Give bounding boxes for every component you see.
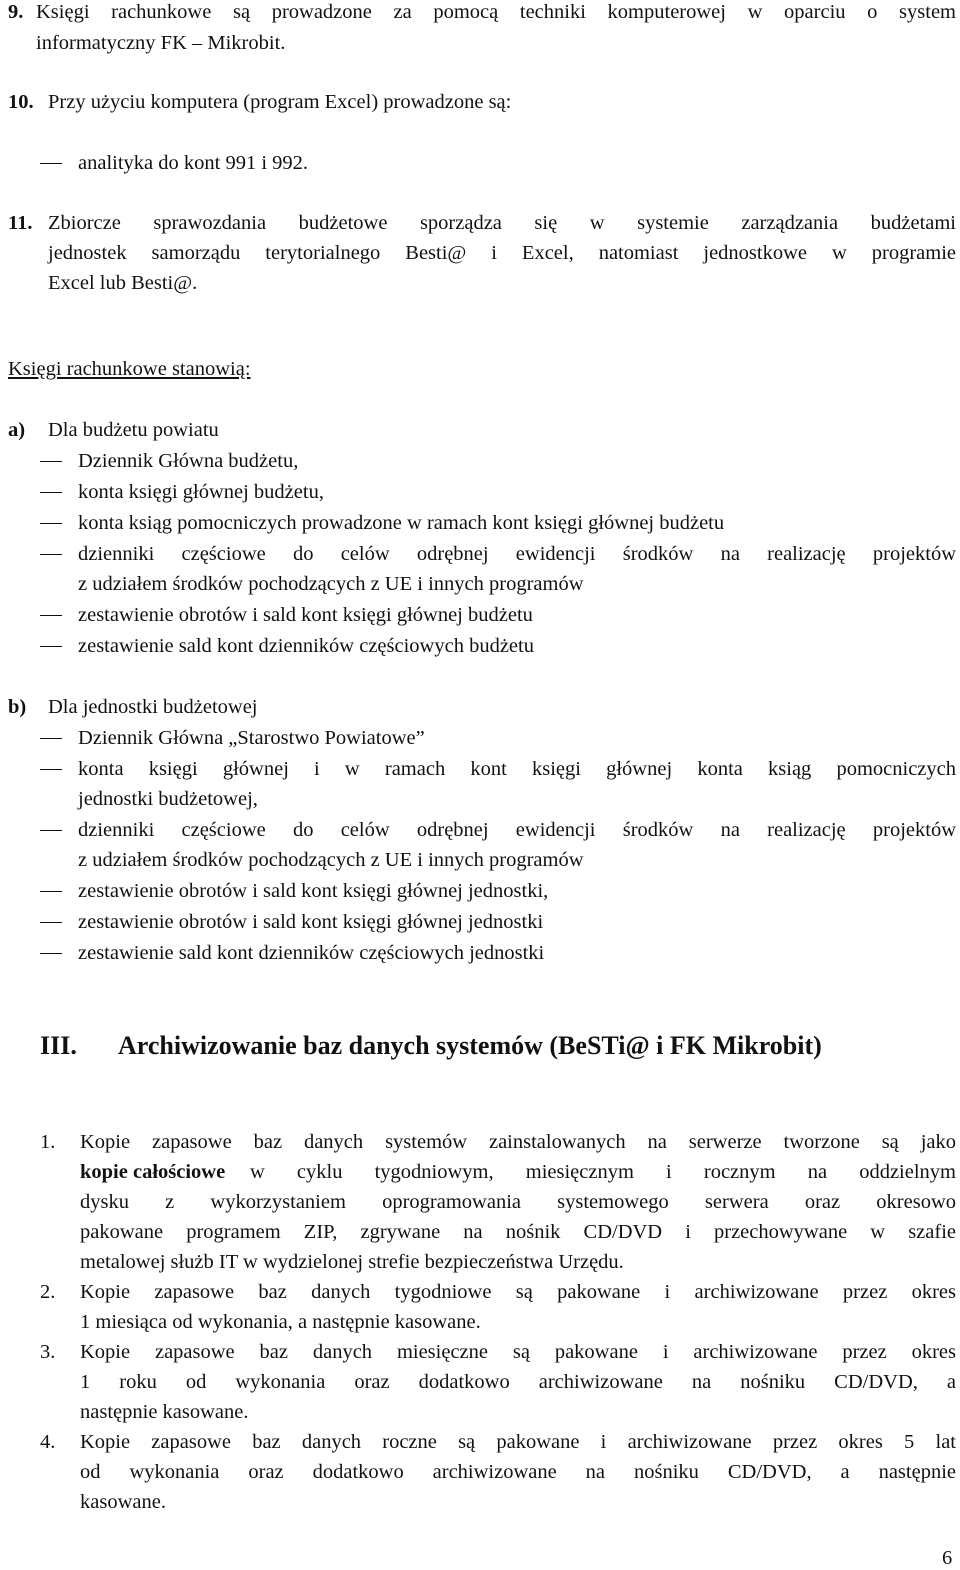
s3-item-4-line-3: kasowane.: [80, 1491, 166, 1513]
a-item-3: konta ksiąg pomocniczych prowadzone w ramach kont księgi głównej budżetu: [78, 512, 725, 534]
item-10-dash-1: analityka do kont 991 i 992.: [78, 152, 309, 174]
s3-item-4-line-2: od wykonania oraz dodatkowo archiwizowane na nośniku CD/DVD, a następnie: [80, 1461, 956, 1483]
item-10-number: 10.: [8, 91, 34, 113]
item-11-line-3: Excel lub Besti@.: [48, 272, 198, 294]
b-item-1: Dziennik Główna „Starostwo Powiatowe”: [78, 727, 425, 749]
b-item-6: zestawienie sald kont dzienników częściowych jednostki: [78, 942, 545, 964]
item-11-line-2: jednostek samorządu terytorialnego Besti@ i Excel, natomiast jednostkowe w programie: [48, 242, 956, 264]
dash-bullet: [40, 769, 62, 770]
s3-item-2-number: 2.: [40, 1281, 56, 1303]
dash-bullet: [40, 646, 62, 647]
s3-item-4-line-1: Kopie zapasowe baz danych roczne są pakowane i archiwizowane przez okres 5 lat: [80, 1431, 956, 1453]
s3-item-3-number: 3.: [40, 1341, 56, 1363]
b-item-2-line-1: konta księgi głównej i w ramach kont księgi głównej konta ksiąg pomocniczych: [78, 758, 956, 780]
s3-item-1-line-3: dysku z wykorzystaniem oprogramowania systemowego serwera oraz okresowo: [80, 1191, 956, 1213]
item-11-number: 11.: [8, 212, 33, 234]
item-9-number: 9.: [8, 1, 24, 23]
dash-bullet: [40, 554, 62, 555]
section-3-title: Archiwizowanie baz danych systemów (BeSTi@ i FK Mikrobit): [118, 1031, 822, 1060]
s3-item-1-line-5: metalowej służb IT w wydzielonej strefie bezpieczeństwa Urzędu.: [80, 1251, 624, 1273]
s3-item-4-number: 4.: [40, 1431, 56, 1453]
section-3-number: III.: [40, 1031, 77, 1060]
s3-item-2-line-2: 1 miesiąca od wykonania, a następnie kasowane.: [80, 1311, 481, 1333]
a-item-5: zestawienie obrotów i sald kont księgi głównej budżetu: [78, 604, 533, 626]
section-a-label: a): [8, 419, 26, 441]
dash-bullet: [40, 461, 62, 462]
b-item-2-line-2: jednostki budżetowej,: [78, 788, 258, 810]
a-item-6: zestawienie sald kont dzienników częściowych budżetu: [78, 635, 534, 657]
s3-item-2-line-1: Kopie zapasowe baz danych tygodniowe są pakowane i archiwizowane przez okres: [80, 1281, 956, 1303]
section-b-title: Dla jednostki budżetowej: [48, 696, 258, 718]
b-item-5: zestawienie obrotów i sald kont księgi głównej jednostki: [78, 911, 544, 933]
dash-bullet: [40, 492, 62, 493]
dash-bullet: [40, 953, 62, 954]
a-item-4-line-2: z udziałem środków pochodzących z UE i innych programów: [78, 573, 584, 595]
a-item-4-line-1: dzienniki częściowe do celów odrębnej ewidencji środków na realizację projektów: [78, 543, 956, 565]
dash-bullet: [40, 922, 62, 923]
item-11-line-1: Zbiorcze sprawozdania budżetowe sporządza się w systemie zarządzania budżetami: [48, 212, 956, 234]
dash-bullet: [40, 163, 62, 164]
b-item-3-line-1: dzienniki częściowe do celów odrębnej ewidencji środków na realizację projektów: [78, 819, 956, 841]
dash-bullet: [40, 523, 62, 524]
dash-bullet: [40, 615, 62, 616]
a-item-1: Dziennik Główna budżetu,: [78, 450, 299, 472]
a-item-2: konta księgi głównej budżetu,: [78, 481, 324, 503]
s3-item-3-line-2: 1 roku od wykonania oraz dodatkowo archiwizowane na nośniku CD/DVD, a: [80, 1371, 956, 1393]
s3-item-1-line-2: w cyklu tygodniowym, miesięcznym i rocznym na oddzielnym: [250, 1161, 956, 1183]
s3-item-1-number: 1.: [40, 1131, 56, 1153]
s3-item-1-bold-phrase: kopie całościowe: [80, 1161, 226, 1183]
section-b-label: b): [8, 696, 27, 718]
dash-bullet: [40, 738, 62, 739]
item-10-text: Przy użyciu komputera (program Excel) prowadzone są:: [48, 91, 512, 113]
dash-bullet: [40, 891, 62, 892]
item-9-line-1: Księgi rachunkowe są prowadzone za pomocą techniki komputerowej w oparciu o system: [36, 1, 956, 23]
s3-item-1-line-4: pakowane programem ZIP, zgrywane na nośnik CD/DVD i przechowywane w szafie: [80, 1221, 956, 1243]
item-9-line-2: informatyczny FK – Mikrobit.: [36, 32, 286, 54]
dash-bullet: [40, 830, 62, 831]
b-item-3-line-2: z udziałem środków pochodzących z UE i innych programów: [78, 849, 584, 871]
s3-item-3-line-3: następnie kasowane.: [80, 1401, 249, 1423]
page-number: 6: [942, 1547, 953, 1569]
s3-item-1-line-1: Kopie zapasowe baz danych systemów zainstalowanych na serwerze tworzone są jako: [80, 1131, 956, 1153]
ledgers-heading: Księgi rachunkowe stanowią:: [8, 358, 251, 380]
s3-item-3-line-1: Kopie zapasowe baz danych miesięczne są pakowane i archiwizowane przez okres: [80, 1341, 956, 1363]
b-item-4: zestawienie obrotów i sald kont księgi głównej jednostki,: [78, 880, 549, 902]
section-a-title: Dla budżetu powiatu: [48, 419, 219, 441]
